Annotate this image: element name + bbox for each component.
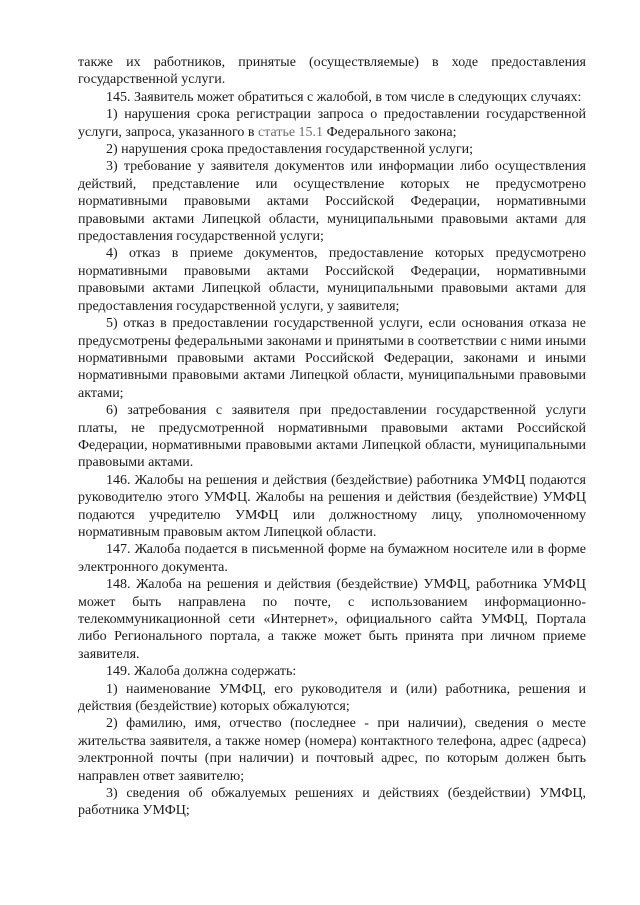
paragraph-146: 146. Жалобы на решения и действия (бездействие) работника УМФЦ подаются руководителю этого УМФЦ. Жалобы на решения и действия (бездействие) УМФЦ подаются учредителю УМФЦ или должностному лицу, уполномоченному нормативным правовым актом Липецкой области.: [78, 472, 586, 540]
paragraph-147: 147. Жалоба подается в письменной форме на бумажном носителе или в форме электронного документа.: [78, 542, 586, 575]
paragraph-145: 145. Заявитель может обратиться с жалобой, в том числе в следующих случаях:: [106, 89, 582, 105]
paragraph-149: 149. Жалоба должна содержать:: [106, 664, 297, 680]
paragraph-149-item-3: 3) сведения об обжалуемых решениях и действиях (бездействии) УМФЦ, работника УМФЦ;: [78, 786, 586, 819]
paragraph-145-item-2: 2) нарушения срока предоставления государственной услуги;: [106, 142, 473, 158]
item-1-text-end: Федерального закона;: [323, 124, 457, 140]
article-15-1-link[interactable]: статье 15.1: [257, 124, 324, 140]
paragraph-145-item-3: 3) требование у заявителя документов или информации либо осуществления действий, представление или осуществление которых не предусмотрено нормативными правовыми актами Российской Федерации, нормативными правовыми актами Липецкой области, муниципальными правовыми актами для предоставления государственной услуги;: [78, 159, 586, 245]
paragraph-145-item-1: [78, 106, 586, 141]
paragraph-148: 148. Жалоба на решения и действия (бездействие) УМФЦ, работника УМФЦ может быть направлена по почте, с использованием информационно-телекоммуникационной сети «Интернет», официального сайта УМФЦ, Портала либо Регионального портала, а также может быть принята при личном приеме заявителя.: [78, 577, 586, 662]
paragraph-145-item-6: 6) затребования с заявителя при предоставлении государственной услуги платы, не предусмотренной нормативными правовыми актами Российской Федерации, нормативными правовыми актами Липецкой области, муниципальными правовыми актами.: [78, 403, 586, 471]
document-page: [78, 54, 586, 820]
paragraph-149-item-2: 2) фамилию, имя, отчество (последнее - при наличии), сведения о месте жительства заявителя, а также номер (номера) контактного телефона, адрес (адреса) электронной почты (при наличии) и почтовый адрес, по которым должен быть направлен ответ заявителю;: [78, 716, 586, 784]
paragraph-145-item-5: 5) отказ в предоставлении государственной услуги, если основания отказа не предусмотрены федеральными законами и принятыми в соответствии с ними иными нормативными правовыми актами Российской Федерации, законами и иными нормативными правовыми актами Липецкой области, муниципальными правовыми актами;: [78, 316, 586, 401]
paragraph-145-item-4: 4) отказ в приеме документов, предоставление которых предусмотрено нормативными правовыми актами Российской Федерации, нормативными правовыми актами Липецкой области, муниципальными правовыми актами для предоставления государственной услуги, у заявителя;: [78, 246, 586, 314]
item-1-text-start: 1) нарушения срока регистрации запроса о предоставлении государственной услуги, запроса, указанного в: [78, 107, 586, 140]
paragraph-149-item-1: 1) наименование УМФЦ, его руководителя и (или) работника, решения и действия (бездействие) которых обжалуются;: [78, 681, 586, 715]
paragraph-continuation: также их работников, принятые (осуществляемые) в ходе предоставления государственной услуги.: [78, 55, 586, 88]
